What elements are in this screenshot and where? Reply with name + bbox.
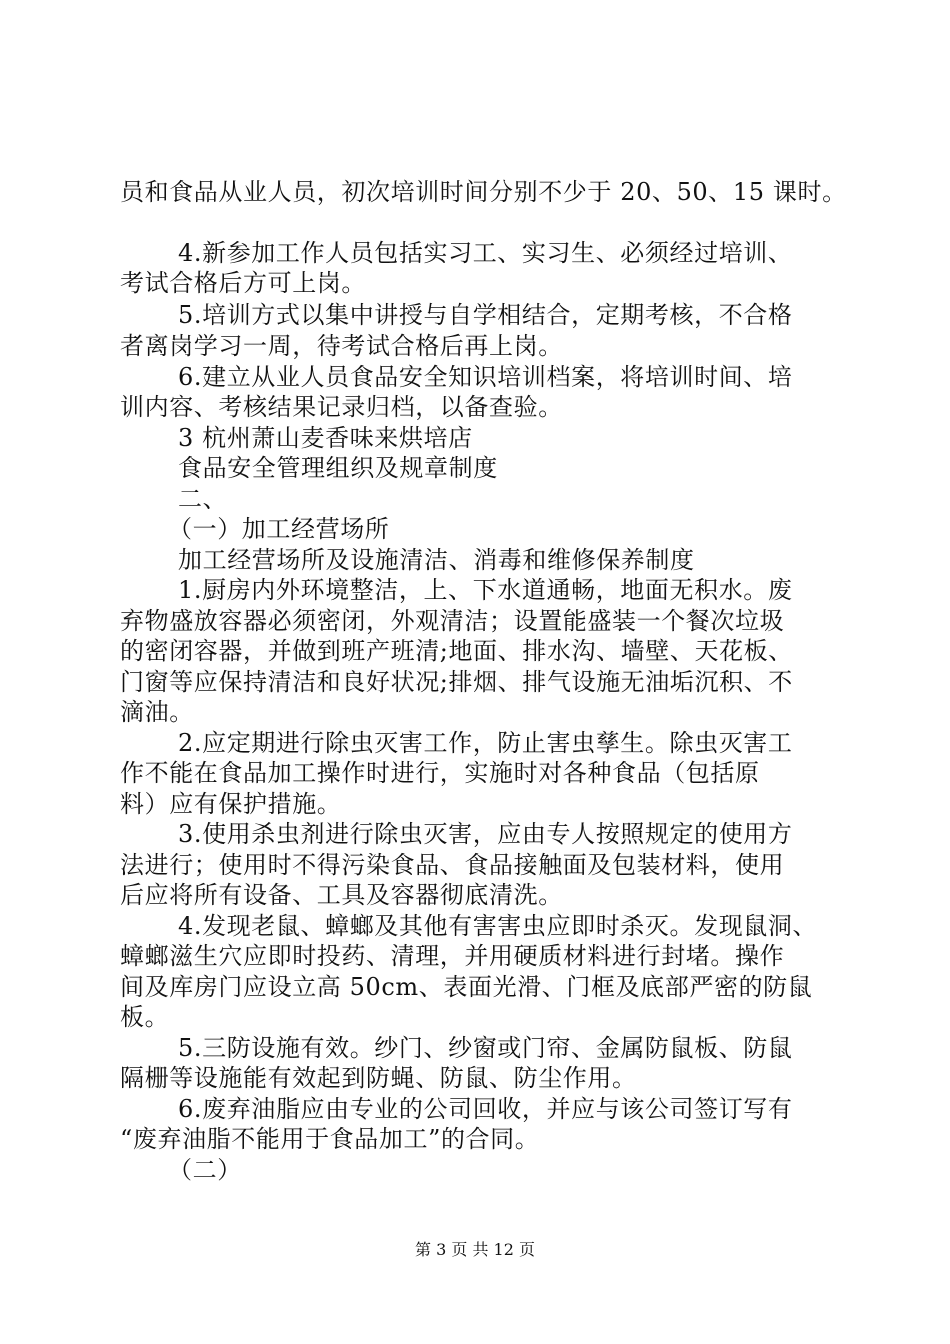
paragraph-line: 的密闭容器，并做到班产班清;地面、排水沟、墙壁、天花板、 (120, 637, 793, 665)
paragraph-line: 3 杭州萧山麦香味来烘培店 (178, 424, 473, 452)
paragraph-line: 5.三防设施有效。纱门、纱窗或门帘、金属防鼠板、防鼠 (178, 1034, 793, 1062)
section-heading: （一）加工经营场所 (168, 515, 390, 543)
paragraph-line: 考试合格后方可上岗。 (120, 269, 366, 297)
paragraph-line: 6.废弃油脂应由专业的公司回收，并应与该公司签订写有 (178, 1095, 793, 1123)
paragraph-line: 员和食品从业人员，初次培训时间分别不少于 20、50、15 课时。 (120, 178, 847, 206)
paragraph-line: 6.建立从业人员食品安全知识培训档案，将培训时间、培 (178, 363, 793, 391)
paragraph-line: 后应将所有设备、工具及容器彻底清洗。 (120, 881, 563, 909)
section-heading: 二、 (178, 485, 228, 513)
page-footer: 第 3 页 共 12 页 (415, 1240, 535, 1259)
paragraph-line: 1.厨房内外环境整洁，上、下水道通畅，地面无积水。废 (178, 576, 793, 604)
paragraph-line: 板。 (120, 1003, 170, 1031)
paragraph-line: 5.培训方式以集中讲授与自学相结合，定期考核，不合格 (178, 301, 793, 329)
paragraph-line: 4.发现老鼠、蟑螂及其他有害害虫应即时杀灭。发现鼠洞、 (178, 912, 818, 940)
paragraph-line: 训内容、考核结果记录归档，以备查验。 (120, 393, 563, 421)
paragraph-line: 间及库房门应设立高 50cm、表面光滑、门框及底部严密的防鼠 (120, 973, 813, 1001)
paragraph-line: 门窗等应保持清洁和良好状况;排烟、排气设施无油垢沉积、不 (120, 668, 793, 696)
paragraph-line: 法进行；使用时不得污染食品、食品接触面及包装材料，使用 (120, 851, 785, 879)
paragraph-line: 隔栅等设施能有效起到防蝇、防鼠、防尘作用。 (120, 1064, 637, 1092)
section-heading: 食品安全管理组织及规章制度 (178, 454, 498, 482)
paragraph-line: 2.应定期进行除虫灭害工作，防止害虫孳生。除虫灭害工 (178, 729, 793, 757)
paragraph-line: 弃物盛放容器必须密闭，外观清洁；设置能盛装一个餐次垃圾 (120, 607, 785, 635)
paragraph-line: 者离岗学习一周，待考试合格后再上岗。 (120, 332, 563, 360)
paragraph-line: 3.使用杀虫剂进行除虫灭害，应由专人按照规定的使用方 (178, 820, 793, 848)
paragraph-line: 滴油。 (120, 698, 194, 726)
paragraph-line: 4.新参加工作人员包括实习工、实习生、必须经过培训、 (178, 239, 793, 267)
paragraph-line: 蟑螂滋生穴应即时投药、清理，并用硬质材料进行封堵。操作 (120, 942, 785, 970)
paragraph-line: 作不能在食品加工操作时进行，实施时对各种食品（包括原 (120, 759, 760, 787)
paragraph-line: “废弃油脂不能用于食品加工”的合同。 (120, 1125, 540, 1153)
section-heading: 加工经营场所及设施清洁、消毒和维修保养制度 (178, 546, 695, 574)
paragraph-line: 料）应有保护措施。 (120, 790, 342, 818)
section-heading: （二） (168, 1156, 242, 1184)
